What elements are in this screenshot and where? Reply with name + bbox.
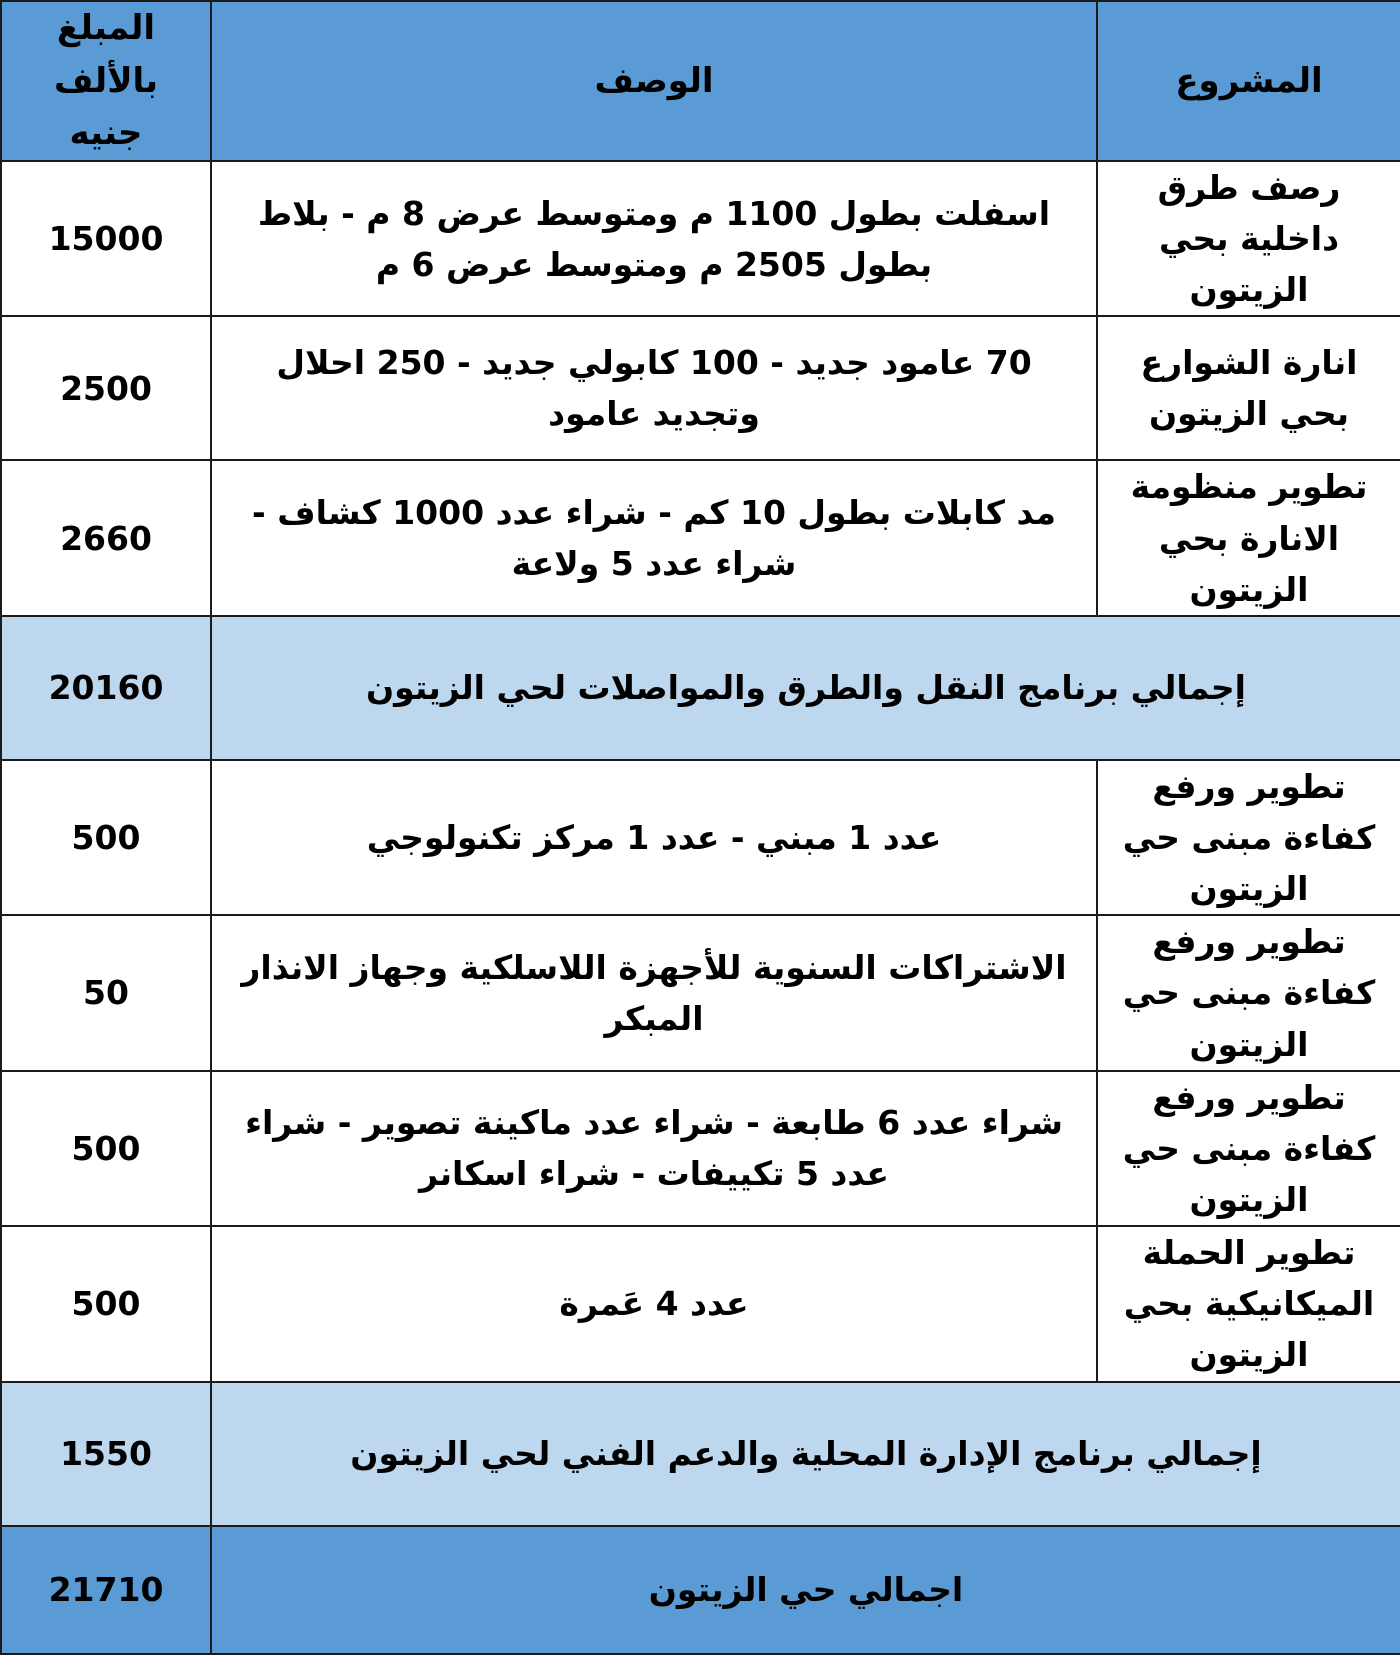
description-cell: 70 عامود جديد - 100 كابولي جديد - 250 احلال وتجديد عامود	[211, 316, 1097, 460]
subtotal-amount: 1550	[1, 1382, 211, 1526]
description-header: الوصف	[211, 1, 1097, 161]
amount-cell: 15000	[1, 161, 211, 316]
description-cell: عدد 1 مبني - عدد 1 مركز تكنولوجي	[211, 760, 1097, 915]
amount-cell: 500	[1, 760, 211, 915]
subtotal-row-transport	[1, 616, 1400, 760]
amount-cell: 2660	[1, 460, 211, 615]
grand-total-row	[1, 1526, 1400, 1654]
table-row	[1, 915, 1400, 1070]
subtotal-row-admin	[1, 1382, 1400, 1526]
project-cell: تطوير ورفع كفاءة مبنى حي الزيتون	[1097, 915, 1400, 1070]
table-row	[1, 1226, 1400, 1381]
header-row	[1, 1, 1400, 161]
subtotal-label: إجمالي برنامج الإدارة المحلية والدعم الفني لحي الزيتون	[211, 1382, 1400, 1526]
description-cell: الاشتراكات السنوية للأجهزة اللاسلكية وجهاز الانذار المبكر	[211, 915, 1097, 1070]
description-cell: شراء عدد 6 طابعة - شراء عدد ماكينة تصوير - شراء عدد 5 تكييفات - شراء اسكانر	[211, 1071, 1097, 1226]
subtotal-label: إجمالي برنامج النقل والطرق والمواصلات لحي الزيتون	[211, 616, 1400, 760]
project-header: المشروع	[1097, 1, 1400, 161]
grand-total-amount: 21710	[1, 1526, 211, 1654]
amount-header: المبلغ بالألف جنيه	[1, 1, 211, 161]
description-cell: مد كابلات بطول 10 كم - شراء عدد 1000 كشاف - شراء عدد 5 ولاعة	[211, 460, 1097, 615]
table-row	[1, 316, 1400, 460]
amount-cell: 500	[1, 1226, 211, 1381]
table-row	[1, 460, 1400, 615]
table-row	[1, 1071, 1400, 1226]
project-cell: تطوير ورفع كفاءة مبنى حي الزيتون	[1097, 1071, 1400, 1226]
amount-cell: 500	[1, 1071, 211, 1226]
table-row	[1, 760, 1400, 915]
table-row	[1, 161, 1400, 316]
amount-cell: 2500	[1, 316, 211, 460]
project-cell: تطوير منظومة الانارة بحي الزيتون	[1097, 460, 1400, 615]
description-cell: عدد 4 عَمرة	[211, 1226, 1097, 1381]
project-cell: رصف طرق داخلية بحي الزيتون	[1097, 161, 1400, 316]
amount-cell: 50	[1, 915, 211, 1070]
description-cell: اسفلت بطول 1100 م ومتوسط عرض 8 م - بلاط بطول 2505 م ومتوسط عرض 6 م	[211, 161, 1097, 316]
project-cell: تطوير الحملة الميكانيكية بحي الزيتون	[1097, 1226, 1400, 1381]
project-cell: تطوير ورفع كفاءة مبنى حي الزيتون	[1097, 760, 1400, 915]
project-cell: انارة الشوارع بحي الزيتون	[1097, 316, 1400, 460]
grand-total-label: اجمالي حي الزيتون	[211, 1526, 1400, 1654]
subtotal-amount: 20160	[1, 616, 211, 760]
